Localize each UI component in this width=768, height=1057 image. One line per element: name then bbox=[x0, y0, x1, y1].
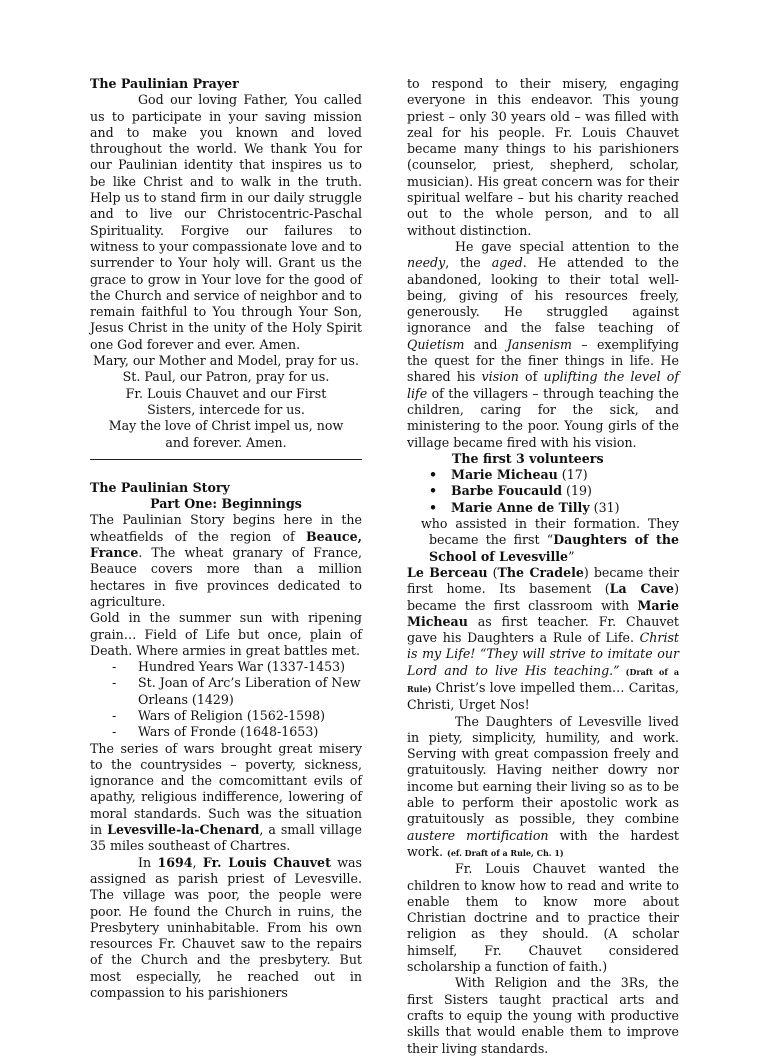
volunteer-name: Marie Anne de Tilly bbox=[451, 499, 590, 515]
text-run: – exemplifying the quest for the finer things in life. He shared his bbox=[407, 336, 679, 385]
section-divider bbox=[90, 459, 362, 460]
text-run: of the villagers – through teaching the children, caring for the sick, and ministering to the poor. Young girls of the village became fired with his vision. bbox=[407, 385, 679, 450]
right-column bbox=[407, 76, 679, 1057]
text-run: ) became their first home. Its basement ( bbox=[407, 564, 679, 597]
volunteer-age: (19) bbox=[562, 483, 592, 499]
story-paragraph-berceau bbox=[407, 565, 679, 714]
prayer-title: The Paulinian Prayer bbox=[90, 76, 239, 91]
text-run: , a small village 35 miles southeast of Chartres. bbox=[90, 822, 362, 854]
emphasis: Quietism bbox=[407, 336, 465, 352]
levesville-la-chenard: Levesville-la-Chenard bbox=[107, 822, 260, 838]
invocation-mary: Mary, our Mother and Model, pray for us. bbox=[93, 353, 359, 369]
text-run: Christ’s love impelled them… Caritas, Christi, Urget Nos! bbox=[407, 679, 679, 713]
story-paragraph-beauce bbox=[90, 512, 362, 610]
story-paragraph-piety bbox=[407, 714, 679, 862]
list-item: - Wars of Fronde (1648-1653) bbox=[90, 724, 362, 740]
year-1694: 1694 bbox=[157, 854, 193, 870]
text-run: ” bbox=[568, 548, 575, 564]
citation: (Draft of a Rule) bbox=[407, 666, 679, 694]
list-item bbox=[407, 500, 679, 516]
list-item: - Wars of Religion (1562-1598) bbox=[90, 708, 362, 724]
text-run: , the bbox=[445, 255, 492, 271]
list-item: - Hundred Years War (1337-1453) bbox=[90, 659, 362, 675]
text-run: The series of wars brought great misery to the countrysides – poverty, sickness, ignorance and the comcomittant evils of apathy, religious indifference, lowering of moral standards. Such was the situation in bbox=[90, 740, 362, 838]
marie-micheau: Marie Micheau bbox=[407, 597, 679, 629]
story-paragraph-gold: Gold in the summer sun with ripening grain… Field of Life but once, plain of Death. Where armies in great battles met. bbox=[90, 610, 362, 658]
volunteers-heading: The first 3 volunteers bbox=[452, 450, 604, 466]
story-paragraph-misery bbox=[90, 741, 362, 855]
text-run: ) became the first classroom with bbox=[407, 581, 679, 613]
story-paragraph-1694 bbox=[90, 855, 362, 1002]
wars-list bbox=[90, 659, 362, 740]
invocation-st-paul: St. Paul, our Patron, pray for us. bbox=[122, 369, 330, 385]
rule-quote: Christ is my Life! “They will strive to imitate our Lord and to live His teaching.” bbox=[407, 630, 679, 678]
daughters-of-the-school: Daughters of the School of Levesville bbox=[429, 532, 679, 564]
citation: (ef. Draft of a Rule, Ch. 1) bbox=[447, 847, 564, 858]
text-run: of bbox=[518, 369, 544, 385]
text-run: The Paulinian Story begins here in the wheatfields of the region of bbox=[90, 512, 362, 544]
prayer-body: God our loving Father, You called us to participate in your saving mission and to make you known and loved throughout the world. We thank You for our Paulinian identity that inspires us to be like Christ and to walk in the truth. Help us to stand firm in our daily struggle and to live our Christocentric-Paschal Spirituality. Forgive our failures to witness to your compassionate love and to surrender to Your holy will. Grant us the grace to grow in Your love for the good of the Church and service of neighbor and to remain faithful to You through Your Son, Jesus Christ in the unity of the Holy Spirit one God forever and ever. Amen. bbox=[90, 92, 362, 352]
fr-louis-chauvet: Fr. Louis Chauvet bbox=[202, 854, 331, 870]
emphasis: vision bbox=[481, 369, 519, 385]
story-title: The Paulinian Story bbox=[90, 479, 230, 495]
emphasis: uplifting the level of life bbox=[407, 369, 680, 401]
volunteer-name: Barbe Foucauld bbox=[451, 483, 563, 499]
text-run: and bbox=[464, 336, 507, 352]
text-run: In bbox=[138, 854, 158, 870]
left-column bbox=[90, 76, 362, 1001]
le-berceau: Le Berceau bbox=[407, 564, 488, 580]
text-run: with the hardest work. bbox=[407, 827, 679, 859]
text-run: was assigned as parish priest of Levesville. The village was poor, the people were poor. He found the Church in ruins, the Presbytery uninhabitable. From his own resources Fr. Chauvet saw to the repairs of the Church and the presbytery. But most especially, he reached out in compassion to his parishioners bbox=[90, 854, 363, 1001]
text-run: , bbox=[192, 854, 203, 870]
text-run: He gave special attention to the bbox=[455, 238, 679, 254]
text-run: . He attended to the abandoned, looking to their total well-being, giving of his resources freely, generously. He struggled against ignorance and the false teaching of bbox=[407, 255, 679, 336]
emphasis: Jansenism bbox=[506, 336, 572, 352]
list-item bbox=[407, 483, 679, 499]
text-run: as first teacher. Fr. Chauvet gave his Daughters a Rule of Life. bbox=[407, 613, 679, 646]
emphasis: austere mortification bbox=[407, 827, 549, 843]
invocation-chauvet: Fr. Louis Chauvet and our First Sisters, intercede for us. bbox=[125, 385, 327, 417]
story-paragraph-zeal: to respond to their misery, engaging everyone in this endeavor. This young priest – only 30 years old – was filled with zeal for his people. Fr. Louis Chauvet became many things to his parishioners (counselor, priest, shepherd, scholar, musician). His great concern was for their spiritual welfare – but his charity reached out to the whole person, and to all without distinction. bbox=[407, 76, 679, 238]
story-paragraph-3rs: With Religion and the 3Rs, the first Sisters taught practical arts and crafts to equip the young with productive skills that would enable them to improve their living standards. bbox=[407, 975, 679, 1056]
beauce-france: Beauce, France bbox=[90, 528, 362, 561]
emphasis: aged bbox=[491, 255, 523, 271]
text-run: who assisted in their formation. They became the first “ bbox=[421, 516, 679, 548]
text-run: ( bbox=[487, 564, 498, 580]
volunteers-list bbox=[407, 467, 679, 516]
text-run: The Daughters of Levesville lived in piety, simplicity, humility, and work. Serving with great compassion freely and gratuitously. Having neither dowry nor income but earning their living so as to be able to perform their apostolic work as gratuitously as possible, they combine bbox=[407, 713, 679, 827]
list-item: - St. Joan of Arc’s Liberation of New Orleans (1429) bbox=[90, 675, 362, 708]
text-run: . The wheat granary of France, Beauce covers more than a million hectares in five provinces dedicated to agriculture. bbox=[90, 545, 362, 609]
volunteer-age: (17) bbox=[557, 467, 588, 483]
story-paragraph-needy bbox=[407, 239, 679, 451]
emphasis: needy bbox=[407, 255, 446, 271]
story-paragraph-children: Fr. Louis Chauvet wanted the children to know how to read and write to enable them to know more about Christian doctrine and to practice their religion as they should. (A scholar himself, Fr. Chauvet considered scholarship a function of faith.) bbox=[407, 861, 679, 975]
volunteer-name: Marie Micheau bbox=[451, 467, 558, 483]
the-cradele: The Cradele bbox=[497, 564, 584, 580]
la-cave: La Cave bbox=[609, 581, 675, 597]
story-part-heading: Part One: Beginnings bbox=[150, 496, 302, 512]
volunteer-age: (31) bbox=[589, 499, 620, 515]
story-paragraph-daughters bbox=[407, 516, 679, 565]
invocation-love-of-christ: May the love of Christ impel us, now and forever. Amen. bbox=[108, 418, 344, 450]
list-item bbox=[407, 467, 679, 483]
